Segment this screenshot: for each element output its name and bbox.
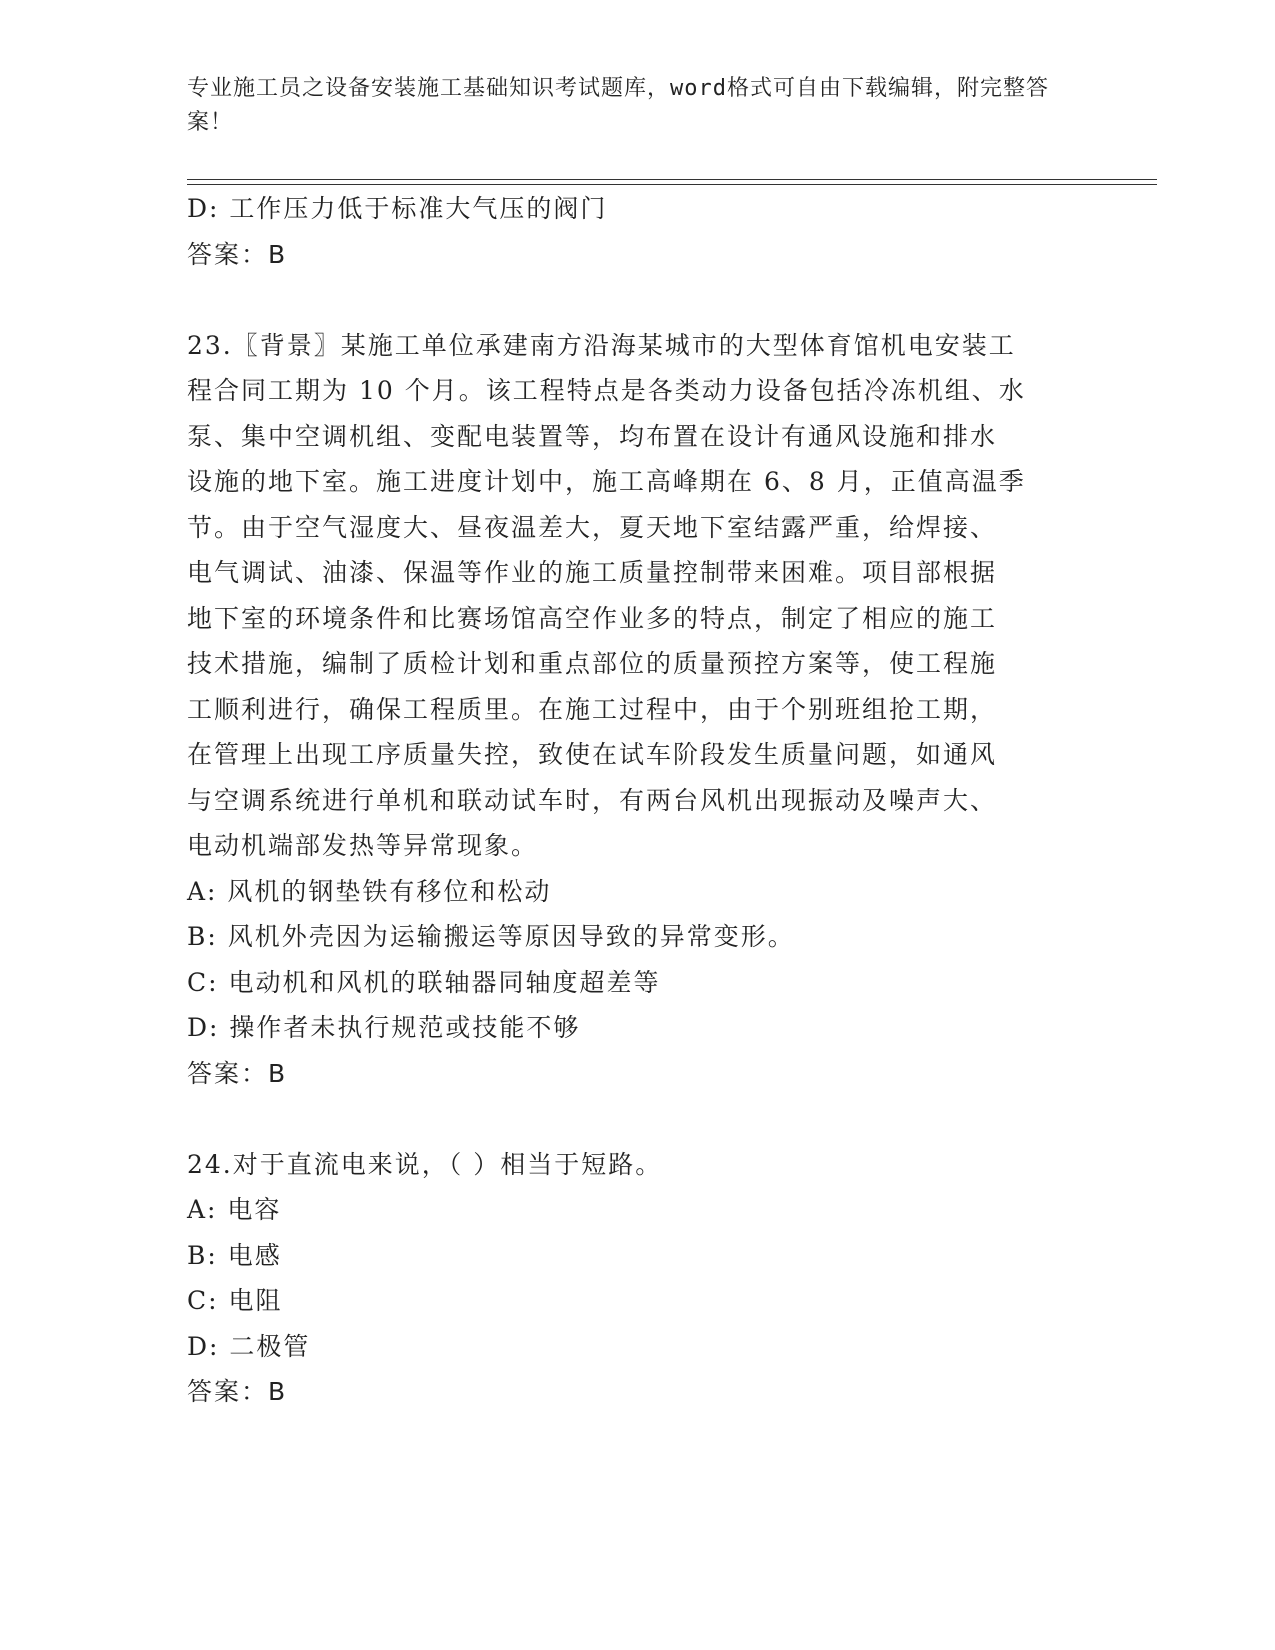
question-23-line: 技术措施，编制了质检计划和重点部位的质量预控方案等，使工程施 (187, 649, 998, 678)
prev-option-d: D: 工作压力低于标准大气压的阀门 (187, 194, 608, 223)
question-23-line: 工顺利进行，确保工程质里。在施工过程中，由于个别班组抢工期， (187, 694, 998, 724)
question-24-stem: 24.对于直流电来说，（ ）相当于短路。 (187, 1149, 663, 1179)
question-24-answer: 答案：B (187, 1377, 288, 1406)
question-23-option-d: D: 操作者未执行规范或技能不够 (187, 1013, 581, 1042)
prev-answer: 答案：B (187, 239, 288, 269)
question-23-line: 电动机端部发热等异常现象。 (187, 831, 539, 860)
question-24-option-d: D: 二极管 (187, 1331, 311, 1361)
document-header: 专业施工员之设备安装施工基础知识考试题库，word格式可自由下载编辑，附完整答案！ (187, 76, 1049, 135)
question-23-line: 在管理上出现工序质量失控，致使在试车阶段发生质量问题，如通风 (187, 740, 998, 769)
question-23-option-c: C: 电动机和风机的联轴器同轴度超差等 (187, 967, 661, 997)
document-body (187, 186, 1087, 1415)
question-23-option-b: B: 风机外壳因为运输搬运等原因导致的异常变形。 (187, 922, 795, 951)
header-rule-top (187, 179, 1157, 180)
spacer (187, 1096, 1087, 1142)
question-23-line: 与空调系统进行单机和联动试车时，有两台风机出现振动及噪声大、 (187, 785, 998, 815)
question-23-stem (187, 323, 1087, 869)
question-23-line: 设施的地下室。施工进度计划中，施工高峰期在 6、8 月，正值高温季 (187, 467, 1026, 496)
question-23-line: 泵、集中空调机组、变配电装置等，均布置在设计有通风设施和排水 (187, 421, 998, 451)
question-23-line: 电气调试、油漆、保温等作业的施工质量控制带来困难。项目部根据 (187, 558, 998, 587)
header-rule-bottom (187, 184, 1157, 185)
question-24-option-b: B: 电感 (187, 1240, 282, 1270)
question-23-line: 地下室的环境条件和比赛场馆高空作业多的特点，制定了相应的施工 (187, 603, 998, 633)
question-23-answer: 答案：B (187, 1058, 288, 1088)
spacer (187, 277, 1087, 323)
question-24-option-a: A: 电容 (187, 1195, 282, 1224)
question-23-option-a: A: 风机的钢垫铁有移位和松动 (187, 876, 552, 906)
question-23-line: 节。由于空气湿度大、昼夜温差大，夏天地下室结露严重，给焊接、 (187, 512, 998, 542)
question-23-line: 程合同工期为 10 个月。该工程特点是各类动力设备包括冷冻机组、水 (187, 376, 1026, 405)
question-24-option-c: C: 电阻 (187, 1286, 283, 1315)
question-23-line: 23.〖背景〗某施工单位承建南方沿海某城市的大型体育馆机电安装工 (187, 330, 1016, 360)
